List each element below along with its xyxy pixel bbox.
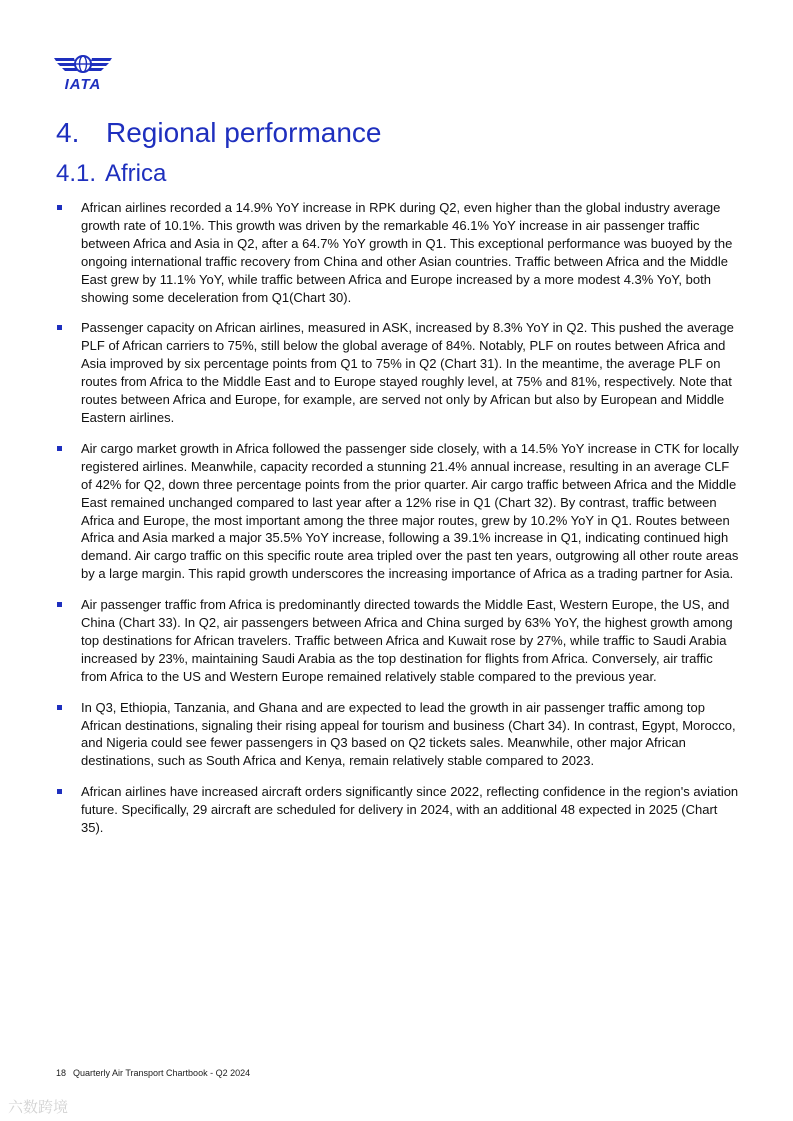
square-bullet-icon xyxy=(57,446,62,451)
bullet-item xyxy=(56,199,740,306)
section-number: 4. xyxy=(56,117,80,148)
bullet-list xyxy=(56,199,740,850)
section-title: Regional performance xyxy=(106,117,382,148)
logo-wordmark: IATA xyxy=(64,76,102,93)
bullet-item xyxy=(56,319,740,426)
bullet-text: Air cargo market growth in Africa followed the passenger side closely, with a 14.5% YoY increase in CTK for locally registered airlines. Meanwhile, capacity recorded a stunning 21.4% annual increase, resulting in an average CLF of 42% for Q2, down three percentage points from the prior quarter. Air cargo traffic between Africa and the Middle East remained unchanged compared to last year after a 12% rise in Q1 (Chart 32). By contrast, traffic between Africa and Europe, the most important among the three major routes, grew by 10.2% YoY in Q1. Routes between Africa and Asia marked a major 35.5% YoY increase, following a 39.1% increase in Q1, indicating continued high demand. Air cargo traffic on this specific route area tripled over the past ten years, outgrowing all other route areas by a large margin. This rapid growth underscores the increasing importance of Africa as a trading partner for Asia. xyxy=(81,440,739,582)
subsection-title: Africa xyxy=(105,160,167,187)
subsection-heading xyxy=(56,160,166,188)
bullet-text: Passenger capacity on African airlines, measured in ASK, increased by 8.3% YoY in Q2. This pushed the average PLF of African carriers to 75%, still below the global average of 84%. Notably, PLF on routes between Africa and Asia improved by six percentage points from Q1 to 75% in Q2 (Chart 31). In the meantime, the average PLF on routes from Africa to the Middle East and to Europe stayed roughly level, at 75% and 81%, respectively. Note that routes between Africa and Europe, for example, are served not only by African but also by European and Middle Eastern airlines. xyxy=(81,320,734,425)
bullet-text: In Q3, Ethiopia, Tanzania, and Ghana and are expected to lead the growth in air passenger traffic among top African destinations, signaling their rising appeal for tourism and business (Chart 34). In contrast, Egypt, Morocco, and Nigeria could see fewer passengers in Q3 based on Q2 tickets sales. Meanwhile, other major African destinations, such as South Africa and Kenya, remain relatively stable compared to 2023. xyxy=(81,699,736,769)
page-footer xyxy=(56,1068,250,1078)
bullet-item xyxy=(56,596,740,686)
bullet-text: African airlines recorded a 14.9% YoY increase in RPK during Q2, even higher than the global industry average growth rate of 10.1%. This growth was driven by the remarkable 46.1% YoY increase in air passenger traffic between Africa and Asia in Q2, after a 64.7% YoY growth in Q1. This exceptional performance was buoyed by the ongoing international traffic recovery from China and other Asian countries. Traffic between Africa and the Middle East grew by 11.1% YoY, while traffic between Africa and Europe increased by a more modest 4.3% YoY, both showing some deceleration from Q1(Chart 30). xyxy=(81,200,733,305)
section-heading xyxy=(56,117,382,149)
square-bullet-icon xyxy=(57,602,62,607)
square-bullet-icon xyxy=(57,325,62,330)
watermark: 六数跨境 xyxy=(8,1099,69,1116)
page-number: 18 xyxy=(56,1068,67,1078)
publication-title: Quarterly Air Transport Chartbook - Q2 2024 xyxy=(73,1068,251,1078)
square-bullet-icon xyxy=(57,705,62,710)
bullet-text: African airlines have increased aircraft orders significantly since 2022, reflecting confidence in the region's aviation future. Specifically, 29 aircraft are scheduled for delivery in 2024, with an additional 48 expected in 2025 (Chart 35). xyxy=(81,784,739,836)
bullet-item xyxy=(56,699,740,771)
bullet-text: Air passenger traffic from Africa is predominantly directed towards the Middle East, Western Europe, the US, and China (Chart 33). In Q2, air passengers between Africa and China surged by 63% YoY, the highest growth among top destinations for African travelers. Traffic between Africa and Kuwait rose by 27%, while traffic to Saudi Arabia increased by 23%, maintaining Saudi Arabia as the top destination for flights from Africa. Conversely, air traffic from Africa to the US and Western Europe remained relatively stable compared to the previous year. xyxy=(81,597,733,684)
square-bullet-icon xyxy=(57,789,62,794)
bullet-item xyxy=(56,783,740,837)
bullet-item xyxy=(56,440,740,583)
iata-logo xyxy=(52,50,114,94)
winged-globe-icon xyxy=(52,50,114,78)
square-bullet-icon xyxy=(57,205,62,210)
subsection-number: 4.1. xyxy=(56,160,97,187)
